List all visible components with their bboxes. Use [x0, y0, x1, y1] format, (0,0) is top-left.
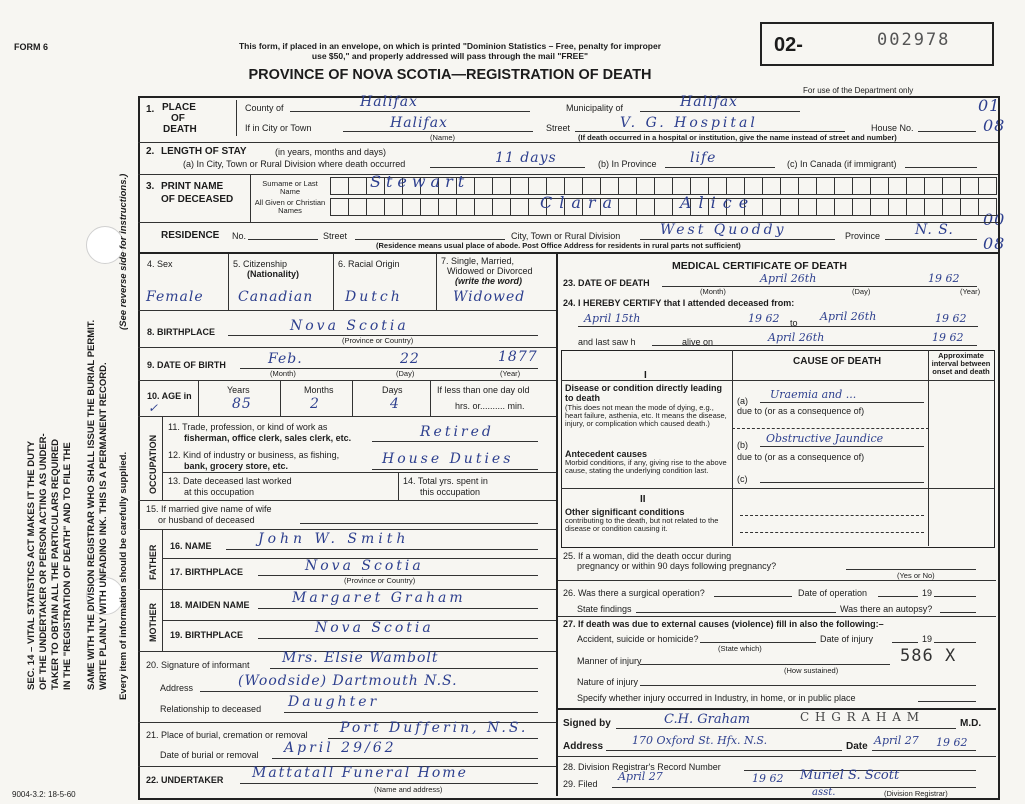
- last-saw-year: 19 62: [932, 331, 964, 344]
- stay-a-value: 11 days: [495, 150, 557, 166]
- stay-label: LENGTH OF STAY: [161, 146, 247, 157]
- surgery-label: 26. Was there a surgical operation?: [563, 588, 705, 598]
- op-nineteen: 19: [922, 588, 933, 598]
- signed-label: Signed by: [563, 718, 611, 729]
- mother-maiden-value: Margaret Graham: [292, 590, 466, 606]
- spouse-label-2: or husband of deceased: [158, 515, 255, 525]
- age-days-value: 4: [390, 396, 400, 412]
- date-op-label: Date of operation: [798, 588, 868, 598]
- city-label: If in City or Town: [245, 123, 312, 133]
- father-birthplace-label: 17. BIRTHPLACE: [170, 567, 244, 577]
- name-num: 3.: [146, 181, 155, 192]
- registrar-signature: Muriel S. Scott: [800, 768, 900, 783]
- surname-value: Stewart: [370, 172, 470, 191]
- yes-no-sub: (Yes or No): [897, 571, 935, 580]
- mother-maiden-label: 18. MAIDEN NAME: [170, 600, 250, 610]
- burial-date-label: Date of burial or removal: [160, 750, 259, 760]
- trade-value: Retired: [420, 424, 494, 440]
- last-saw-value: April 26th: [768, 331, 825, 344]
- due-to-2: due to (or as a consequence of): [737, 452, 865, 462]
- dob-year: 1877: [498, 349, 538, 365]
- relationship-value: Daughter: [288, 694, 380, 710]
- date-death-month: April 26th: [760, 272, 817, 285]
- external-label: 27. If death was due to external causes (violence) fill in also the following:–: [563, 619, 884, 629]
- years-spent-2: this occupation: [420, 487, 481, 497]
- municipality-label: Municipality of: [566, 103, 624, 113]
- dob-day-sub: (Day): [396, 369, 415, 378]
- dept-code-4: 08: [983, 234, 1006, 253]
- given-value-2: Alice: [680, 193, 756, 212]
- dept-code-1: 01: [978, 96, 1001, 115]
- other-note: contributing to the death, but not related to the disease or condition causing it.: [565, 516, 719, 533]
- doctor-address-value: 170 Oxford St. Hfx. N.S.: [632, 734, 768, 747]
- md-label: M.D.: [960, 718, 982, 729]
- trade-label-2: fisherman, office clerk, sales clerk, etc.: [184, 433, 352, 443]
- injury-nineteen: 19: [922, 634, 933, 644]
- cause-b-label: (b): [737, 440, 748, 450]
- registrar-sub: (Division Registrar): [884, 789, 948, 798]
- age-check: ✓: [148, 401, 160, 415]
- county-value: Halifax: [360, 94, 418, 110]
- dd-year-sub: (Year): [960, 287, 981, 296]
- name-sub: (Name): [430, 133, 456, 142]
- antecedent-label: Antecedent causes: [565, 449, 648, 459]
- county-label: County of: [245, 103, 284, 113]
- place-label-2: OF: [171, 113, 185, 124]
- years-spent-1: 14. Total yrs. spent in: [403, 476, 488, 486]
- undertaker-value: Mattatall Funeral Home: [252, 765, 468, 781]
- reg-prefix: 02-: [774, 34, 803, 56]
- municipality-value: Halifax: [680, 94, 738, 110]
- accident-label: Accident, suicide or homicide?: [577, 634, 699, 644]
- racial-value: Dutch: [345, 289, 403, 305]
- marital-label-2: Widowed or Divorced: [447, 266, 533, 276]
- birthplace-sub: (Province or Country): [342, 336, 414, 345]
- last-worked-2: at this occupation: [184, 487, 255, 497]
- stay-b-value: life: [690, 150, 717, 166]
- medical-header: MEDICAL CERTIFICATE OF DEATH: [672, 260, 847, 272]
- attend-to-label: to: [790, 318, 798, 328]
- citizenship-value: Canadian: [238, 289, 314, 305]
- father-name-label: 16. NAME: [170, 541, 212, 551]
- given-grid[interactable]: [330, 198, 997, 214]
- dd-month-sub: (Month): [700, 287, 726, 296]
- industry-label-2: bank, grocery store, etc.: [184, 461, 289, 471]
- form-title: PROVINCE OF NOVA SCOTIA—REGISTRATION OF DEATH: [248, 67, 652, 83]
- attend-to: April 26th: [820, 310, 877, 323]
- stay-label-sub: (in years, months and days): [275, 147, 387, 157]
- manner-label: Manner of injury: [577, 656, 642, 666]
- woman-label-2: pregnancy or within 90 days following pregnancy?: [577, 561, 777, 571]
- dob-day: 22: [400, 351, 420, 367]
- date-injury-label: Date of injury: [820, 634, 874, 644]
- cause-b-value: Obstructive Jaundice: [766, 432, 884, 445]
- informant-address-label: Address: [160, 683, 194, 693]
- age-months-value: 2: [310, 396, 320, 412]
- due-to-1: due to (or as a consequence of): [737, 406, 865, 416]
- autopsy-label: Was there an autopsy?: [840, 604, 933, 614]
- other-label: Other significant conditions: [565, 507, 685, 517]
- record-label: 28. Division Registrar's Record Number: [563, 762, 721, 772]
- form-number: FORM 6: [14, 42, 49, 52]
- side-instructions-8: Every item of information should be carefully supplied.: [118, 451, 129, 700]
- industry-value: House Duties: [382, 451, 514, 467]
- doctor-address-label: Address: [563, 741, 604, 752]
- place-note: (If death occurred in a hospital or institution, give the name instead of street and number): [578, 133, 897, 142]
- date-death-year: 19 62: [928, 272, 960, 285]
- marital-label-1: 7. Single, Married,: [441, 256, 515, 266]
- dob-month: Feb.: [268, 351, 303, 367]
- informant-label: 20. Signature of informant: [146, 660, 250, 670]
- registrar-asst: asst.: [812, 787, 836, 798]
- attend-to-year: 19 62: [935, 312, 967, 325]
- filed-label: 29. Filed: [563, 779, 598, 789]
- date-death-label: 23. DATE OF DEATH: [563, 278, 650, 288]
- dd-day-sub: (Day): [852, 287, 871, 296]
- father-birthplace-sub: (Province or Country): [344, 576, 416, 585]
- age-months-label: Months: [304, 385, 334, 395]
- dob-label: 9. DATE OF BIRTH: [147, 360, 226, 370]
- side-instructions-5: SAME WITH THE DIVISION REGISTRAR WHO SHALL ISSUE THE BURIAL PERMIT.: [86, 319, 97, 690]
- informant-address-value: (Woodside) Dartmouth N.S.: [238, 673, 458, 689]
- marital-value: Widowed: [453, 289, 526, 305]
- age-years-label: Years: [227, 385, 250, 395]
- undertaker-label: 22. UNDERTAKER: [146, 775, 224, 785]
- birthplace-value: Nova Scotia: [290, 318, 409, 334]
- side-instructions-7: (See reverse side for instructions.): [118, 173, 129, 330]
- age-less-day: If less than one day old: [437, 385, 530, 395]
- father-name-value: John W. Smith: [258, 531, 410, 547]
- age-years-value: 85: [232, 396, 252, 412]
- signed-signature: C.H. Graham: [664, 712, 751, 727]
- side-instructions-3: TAKER TO OBTAIN ALL THE PARTICULARS REQUIRED: [50, 438, 61, 690]
- cause-c-label: (c): [737, 474, 748, 484]
- racial-label: 6. Racial Origin: [338, 259, 400, 269]
- residence-street-label: Street: [323, 231, 348, 241]
- mother-birthplace-value: Nova Scotia: [315, 620, 434, 636]
- burial-date-value: April 29/62: [284, 740, 397, 756]
- place-label-3: DEATH: [163, 124, 197, 135]
- cause-a-value: Uraemia and ...: [770, 388, 857, 401]
- occupation-side: OCCUPATION: [148, 434, 158, 494]
- stay-num: 2.: [146, 146, 155, 157]
- name-label-2: OF DECEASED: [161, 194, 234, 205]
- dept-code-2: 08: [983, 116, 1006, 135]
- cause-header: CAUSE OF DEATH: [793, 356, 882, 367]
- residence-city-label: City, Town or Rural Division: [511, 231, 621, 241]
- side-instructions-4: IN THE "REGISTRATION OF DEATH" AND TO FILE THE: [62, 442, 73, 690]
- cause-a-label: (a): [737, 396, 748, 406]
- nature-label: Nature of injury: [577, 677, 639, 687]
- stay-b-label: (b) In Province: [598, 159, 657, 169]
- birthplace-label: 8. BIRTHPLACE: [147, 327, 216, 337]
- burial-place-value: Port Dufferin, N.S.: [340, 720, 529, 736]
- registration-number-box: [760, 22, 994, 66]
- doctor-date-year: 19 62: [936, 736, 968, 749]
- dept-use-label: For use of the Department only: [803, 86, 914, 95]
- reg-number: 002978: [877, 30, 951, 50]
- dob-month-sub: (Month): [270, 369, 296, 378]
- citizenship-label: 5. Citizenship: [233, 259, 288, 269]
- residence-note: (Residence means usual place of abode. Post Office Address for residents in rural parts not sufficient): [376, 241, 741, 250]
- filed-year: 19 62: [752, 772, 784, 785]
- place-num: 1.: [146, 104, 155, 115]
- sex-label: 4. Sex: [147, 259, 173, 269]
- side-instructions-6: WRITE PLAINLY WITH UNFADING INK. THIS IS A PERMANENT RECORD.: [98, 362, 109, 690]
- signed-print: C H G R A H A M: [800, 710, 921, 724]
- certify-label: 24. I HEREBY CERTIFY that I attended deceased from:: [563, 298, 795, 308]
- findings-label: State findings: [577, 604, 632, 614]
- dob-year-sub: (Year): [500, 369, 521, 378]
- house-label: House No.: [871, 123, 914, 133]
- residence-city-value: West Quoddy: [660, 222, 787, 238]
- stat-code: 586 X: [900, 646, 957, 666]
- age-label: 10. AGE in: [147, 391, 192, 401]
- residence-no-label: No.: [232, 231, 247, 241]
- residence-province-value: N. S.: [915, 222, 954, 238]
- city-value: Halifax: [390, 115, 448, 131]
- woman-label-1: 25. If a woman, did the death occur during: [563, 551, 732, 561]
- last-saw-mid: alive on: [682, 337, 714, 347]
- father-side: FATHER: [148, 544, 158, 580]
- marital-label-3: (write the word): [455, 276, 522, 286]
- age-hrs-min: hrs. or.......... min.: [455, 401, 525, 411]
- envelope-note: This form, if placed in an envelope, on which is printed "Dominion Statistics – Free, penalty for improper use $50," and properly addressed will pass through the mail "FREE": [238, 41, 662, 61]
- filed-date: April 27: [618, 770, 663, 783]
- footer-code: 9004-3.2: 18-5-60: [12, 790, 76, 799]
- place-label-1: PLACE: [162, 102, 196, 113]
- informant-value: Mrs. Elsie Wambolt: [282, 650, 439, 666]
- residence-province-label: Province: [845, 231, 881, 241]
- interval-header: Approximate interval between onset and death: [931, 351, 991, 376]
- mother-birthplace-label: 19. BIRTHPLACE: [170, 630, 244, 640]
- citizenship-sub: (Nationality): [247, 269, 300, 279]
- last-worked-1: 13. Date deceased last worked: [168, 476, 292, 486]
- disease-label: Disease or condition directly leading to death: [565, 383, 723, 403]
- stay-c-label: (c) In Canada (if immigrant): [787, 159, 897, 169]
- how-sustained: (How sustained): [784, 666, 839, 675]
- residence-label: RESIDENCE: [161, 230, 220, 241]
- given-label: All Given or Christian Names: [254, 198, 326, 215]
- antecedent-note: Morbid conditions, if any, giving rise to the above cause, stating the underlying condition last.: [565, 458, 727, 475]
- street-label: Street: [546, 123, 571, 133]
- mother-side: MOTHER: [148, 603, 158, 642]
- industry-label-1: 12. Kind of industry or business, as fishing,: [168, 450, 340, 460]
- sex-value: Female: [146, 289, 204, 305]
- part-ii: II: [640, 494, 646, 505]
- state-which: (State which): [718, 644, 762, 653]
- trade-label-1: 11. Trade, profession, or kind of work as: [168, 422, 328, 432]
- side-instructions-2: OF THE UNDERTAKER OR PERSON ACTING AS UNDER-: [38, 433, 49, 690]
- father-birthplace-value: Nova Scotia: [305, 558, 424, 574]
- spouse-label-1: 15. If married give name of wife: [146, 504, 272, 514]
- part-i: I: [644, 370, 647, 381]
- given-value-1: Clara: [540, 193, 620, 212]
- attend-from-year: 19 62: [748, 312, 780, 325]
- age-days-label: Days: [382, 385, 403, 395]
- attend-from: April 15th: [584, 312, 641, 325]
- undertaker-sub: (Name and address): [374, 785, 443, 794]
- last-saw-label: and last saw h: [578, 337, 636, 347]
- stay-a-label: (a) In City, Town or Rural Division where death occurred: [183, 159, 406, 169]
- doctor-date-label: Date: [846, 741, 868, 752]
- specify-label: Specify whether injury occurred in Industry, in home, or in public place: [577, 693, 856, 703]
- dept-code-3: 00: [983, 210, 1006, 229]
- relationship-label: Relationship to deceased: [160, 704, 262, 714]
- burial-place-label: 21. Place of burial, cremation or removal: [146, 730, 308, 740]
- street-value: V. G. Hospital: [620, 115, 758, 131]
- doctor-date-value: April 27: [874, 734, 919, 747]
- surname-label: Surname or Last Name: [262, 179, 318, 196]
- side-instructions-1: SEC. 14 – VITAL STATISTICS ACT MAKES IT THE DUTY: [26, 440, 37, 690]
- name-label-1: PRINT NAME: [161, 181, 224, 192]
- disease-note: (This does not mean the mode of dying, e.g., heart failure, asthenia, etc. It means the disease, injury, or complication which caused death.): [565, 403, 727, 428]
